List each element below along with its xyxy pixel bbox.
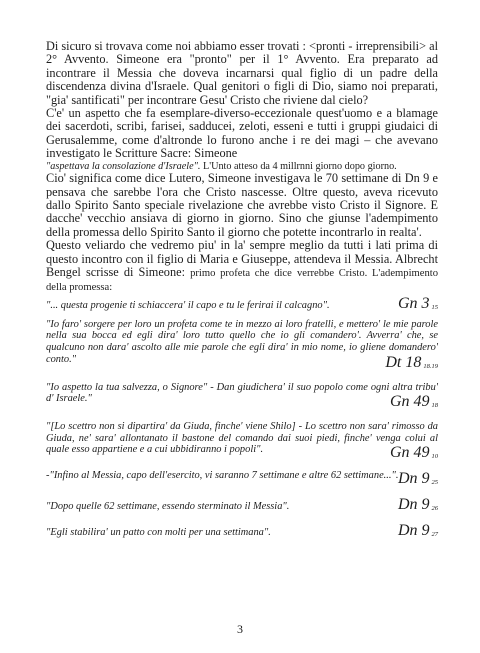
quote-reference: Gn 3 $_{15}$ [397,294,438,312]
paragraph-4-text: Questo veliardo che vedremo piu' in la' sempre meglio da tutti i lati prima di questo incontro con il figlio di Maria e Giuseppe, attendeva il Messia. Albrecht Bengel scrisse di Simeone: [46,238,438,279]
quote-gn49-10 [46,421,438,462]
paragraph-3: Cio' significa come dice Lutero, Simeone investigava le 70 settimane di Dn 9 e pensava che sarebbe l'ora che Cristo nascesse. Oltre questo, aveva ricevuto dallo Spirito Santo speciale rivelazione che avrebbe visto Cristo il Signore. E dacche' vecchio ansiava di giorno in giorno. Sino che giunse l'adempimento della promessa dello Spirito Santo il giorno che potette incontrarlo in realta'. [46,171,438,239]
bengel-note-1: primo profeta che dice [190,268,292,279]
quote-reference: Dn 9 $_{27}$ [397,522,438,540]
quote-text: "Io faro' sorgere per loro un profeta come te in mezzo ai loro fratelli, e mettero' le mie parole nella sua bocca ed egli dira' loro tutto quello che io gli comandero'. Avverra' che, se qualcuno non dara' ascolto alle mie parole che egli dira' in mio nome, io gliene domandero' conto." [46,318,438,365]
simeone-note: L'Unto atteso da 4 millrnni giorno dopo giorno. [203,160,397,172]
quote-text: "Io aspetto la tua salvezza, o Signore" - Dan giudichera' il suo popolo come ogni altra tribu' d' Israele." [46,381,438,405]
bengel-note-2: verrebbe Cristo. L'adempimento della promessa: [46,268,438,294]
quote-dt18 [46,319,438,372]
quote-text: "[Lo scettro non si dipartira' da Giuda, finche' viene Shilo] - Lo scettro non sara' rimosso da Giuda, ne' sara' allontanato il bastone del comando dai suoi piedi, finche' venga colui al quale esso appartiene e a cui ubbidiranno i popoli". [46,421,438,456]
quote-dn9-25 [46,470,438,488]
quote-text: -"Infino al Messia, capo dell'esercito, vi saranno 7 settimane e altre 62 settimane...". [46,470,399,482]
quote-text: "Egli stabilira' un patto con molti per una settimana". [46,527,271,539]
paragraph-1: Di sicuro si trovava come noi abbiamo esser trovati : <pronti - irreprensibili> al 2° Avvento. Simeone era "pronto" per il 1° Avvento. Era preparato ad incontrare il Messia che doveva incarnarsi qual figlio di un padre della discendenza divina d'Israele. Qual genitori o figli di Dio, siamo noi preparati, "gia' santificati" per incontrare Gesu' Cristo che riviene dal cielo? [46,39,438,107]
page-number: 3 [237,622,243,636]
quote-text: "Dopo quelle 62 settimane, essendo sterminato il Messia". [46,501,290,513]
quote-dn9-27 [46,522,438,540]
quote-reference: Dn 9 $_{25}$ [397,470,438,488]
document-page [46,40,438,540]
quote-gn49-18 [46,382,438,412]
paragraph-2-text: C'e' un aspetto che fa esemplare-diverso-eccezionale quest'uomo e a blamage dei sacerdoti, scribi, farisei, sadducei, zeloti, esseni e tutti i gruppi giudaici di Gerusalemme, come d'altronde lo furono anche i re dei magi – che avevano investigato le Scritture Sacre: Simeone [46,106,438,161]
quote-text: "... questa progenie ti schiaccera' il capo e tu le ferirai il calcagno". [46,299,330,311]
quote-reference: Dn 9 $_{26}$ [397,496,438,514]
paragraph-4 [46,239,438,295]
quote-gn3 [46,295,438,313]
quote-reference: Gn 49 $_{10}$ [389,444,438,462]
quote-reference: Dt 18 $_{18.19}$ [385,353,438,371]
quote-reference: Gn 49 $_{18}$ [389,393,438,411]
simeone-quote: "aspettava la consolazione d'Israele". [46,160,201,172]
paragraph-2 [46,107,438,161]
quote-dn9-26 [46,496,438,514]
